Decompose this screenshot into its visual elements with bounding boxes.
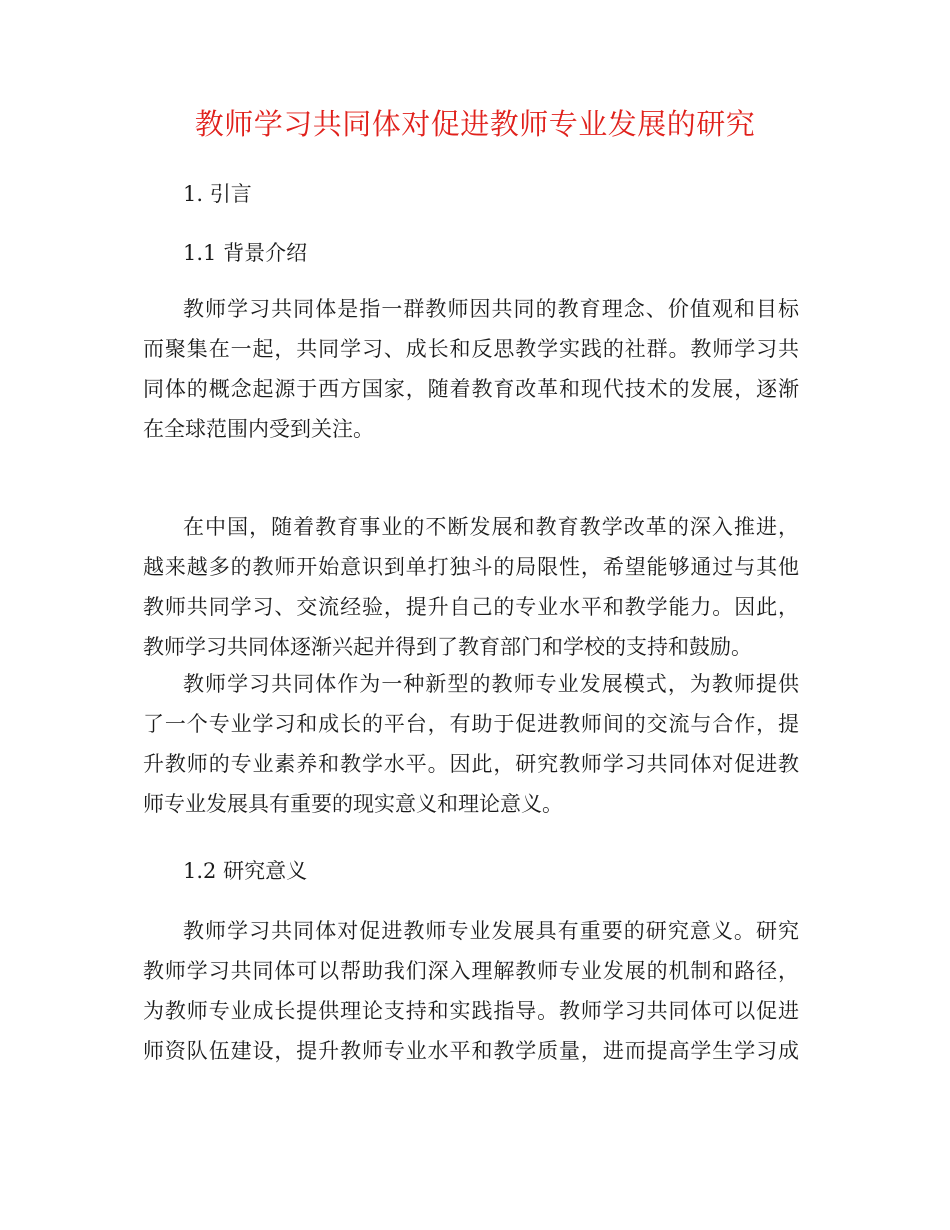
paragraph-line: 教师学习共同体逐渐兴起并得到了教育部门和学校的支持和鼓励。 [143,635,752,659]
paragraph-significance [143,911,799,1071]
paragraph-background-definition [143,289,799,449]
paragraph-background-model [143,664,799,824]
section-heading-significance: 1.2 研究意义 [183,859,308,883]
paragraph-line: 了一个专业学习和成长的平台，有助于促进教师间的交流与合作，提 [143,712,799,736]
paragraph-line: 教师共同学习、交流经验，提升自己的专业水平和教学能力。因此， [143,595,799,619]
paragraph-line: 教师学习共同体是指一群教师因共同的教育理念、价值观和目标 [183,297,799,321]
paragraph-line: 在中国，随着教育事业的不断发展和教育教学改革的深入推进， [183,515,799,539]
section-heading-introduction: 1. 引言 [183,182,252,206]
paragraph-line: 越来越多的教师开始意识到单打独斗的局限性，希望能够通过与其他 [143,555,799,579]
paragraph-line: 为教师专业成长提供理论支持和实践指导。教师学习共同体可以促进 [143,999,799,1023]
paragraph-line: 教师学习共同体对促进教师专业发展具有重要的研究意义。研究 [183,919,799,943]
paragraph-line: 在全球范围内受到关注。 [143,417,374,441]
paragraph-line: 教师学习共同体可以帮助我们深入理解教师专业发展的机制和路径， [143,959,799,983]
paragraph-line: 教师学习共同体作为一种新型的教师专业发展模式，为教师提供 [183,672,799,696]
paragraph-line: 同体的概念起源于西方国家，随着教育改革和现代技术的发展，逐渐 [143,377,799,401]
paragraph-line: 升教师的专业素养和教学水平。因此，研究教师学习共同体对促进教 [143,752,799,776]
paragraph-line: 而聚集在一起，共同学习、成长和反思教学实践的社群。教师学习共 [143,337,799,361]
section-heading-background: 1.1 背景介绍 [183,241,308,265]
paragraph-line: 师资队伍建设，提升教师专业水平和教学质量，进而提高学生学习成 [143,1039,799,1063]
document-title: 教师学习共同体对促进教师专业发展的研究 [194,107,756,141]
paragraph-background-china [143,507,799,667]
paragraph-line: 师专业发展具有重要的现实意义和理论意义。 [143,792,563,816]
